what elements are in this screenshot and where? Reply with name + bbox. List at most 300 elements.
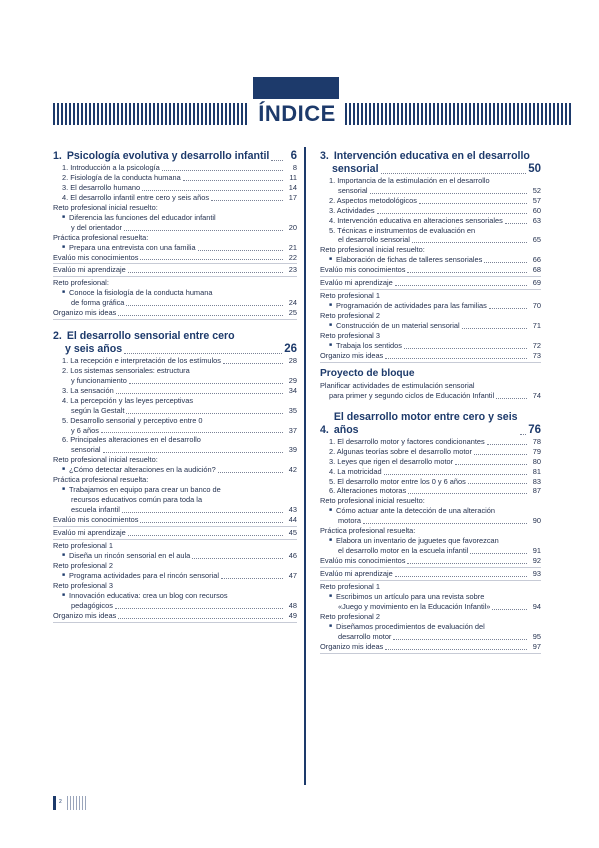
toc-activity-leader <box>385 649 527 650</box>
toc-entry-page: 28 <box>288 356 297 366</box>
toc-activity-text: Organizo mis ideas <box>53 308 117 318</box>
toc-bullet[interactable] <box>320 321 541 331</box>
unit-title: Intervención educativa en el desarrollo <box>333 150 530 162</box>
rule <box>320 289 541 290</box>
unit-title: El desarrollo motor entre cero y seis años <box>333 410 518 436</box>
toc-entry-line <box>53 416 297 426</box>
toc-bullet[interactable] <box>53 505 297 515</box>
toc-bullet-text: ■ Construcción de un material sensorial <box>329 321 460 331</box>
toc-entry-page: 52 <box>532 185 541 195</box>
unit-heading[interactable] <box>53 330 297 356</box>
toc-activity-text: Evalúo mi aprendizaje <box>320 569 393 579</box>
toc-bullet-page: 48 <box>288 600 297 610</box>
rule <box>53 319 297 320</box>
toc-bullet-page: 43 <box>288 505 297 515</box>
rule <box>53 263 297 264</box>
toc-entry-leader <box>408 493 527 494</box>
toc-bullet-line-text: ■ Trabajamos en equipo para crear un banco de <box>62 485 221 495</box>
rule <box>53 539 297 540</box>
toc-bullet-line-text: ■ Elabora un inventario de juguetes que favorezcan <box>329 536 499 546</box>
toc-bullet-leader <box>115 608 283 609</box>
toc-bullet[interactable] <box>53 571 297 581</box>
rule <box>320 580 541 581</box>
unit-heading-line <box>53 330 297 343</box>
toc-entry-leader <box>412 242 527 243</box>
toc-entry-line-text: 5. Desarrollo sensorial y perceptivo entre 0 <box>62 415 203 425</box>
toc-activity-leader <box>140 259 283 260</box>
toc-activity-page: 45 <box>288 527 297 537</box>
toc-bullet-text: y del orientador <box>71 222 122 232</box>
toc-activity-text: Evalúo mis conocimientos <box>53 252 139 262</box>
toc-entry-leader <box>183 180 283 181</box>
unit-title-line-leader <box>381 173 527 174</box>
header-tab-decoration <box>253 77 339 99</box>
toc-activity-page: 49 <box>288 610 297 620</box>
toc-entry-leader <box>142 190 283 191</box>
toc-entry-leader <box>103 452 283 453</box>
section-label: Reto profesional inicial resuelto: <box>53 455 158 465</box>
unit-number: 3. <box>320 150 329 162</box>
toc-bullet[interactable] <box>53 601 297 611</box>
toc-entry-leader <box>129 383 283 384</box>
rule <box>53 276 297 277</box>
toc-entry[interactable] <box>53 163 297 173</box>
section-label: Reto profesional 1 <box>320 581 380 591</box>
toc-entry-text: 2. Algunas teorías sobre el desarrollo motor <box>329 446 472 456</box>
rule <box>53 526 297 527</box>
toc-entry[interactable] <box>53 193 297 203</box>
section-label: Reto profesional 3 <box>53 580 113 590</box>
toc-entry-text: 3. Leyes que rigen el desarrollo motor <box>329 456 454 466</box>
toc-bullet-page: 94 <box>532 601 541 611</box>
toc-entry-text: sensorial <box>71 445 101 455</box>
toc-activity-leader <box>407 563 527 564</box>
toc-entry[interactable] <box>320 196 541 206</box>
toc-bullet-line-text: recursos educativos común para toda la <box>71 495 203 505</box>
toc-activity[interactable] <box>320 556 541 566</box>
toc-bullet-page: 70 <box>532 301 541 311</box>
toc-entry-text: sensorial <box>338 185 368 195</box>
toc-bullet-text: ■ ¿Cómo detectar alteraciones en la audición? <box>62 465 216 475</box>
toc-bullet[interactable] <box>320 516 541 526</box>
toc-entry[interactable] <box>320 391 541 401</box>
toc-entry-page: 8 <box>292 163 297 172</box>
toc-bullet-text: ■ Trabaja los sentidos <box>329 341 402 351</box>
toc-entry-leader <box>496 398 527 399</box>
toc-bullet-leader <box>221 578 283 579</box>
footer-stripes <box>67 796 87 810</box>
toc-entry-page: 81 <box>532 466 541 476</box>
toc-activity[interactable] <box>53 253 297 263</box>
toc-bullet-leader <box>192 558 283 559</box>
unit-number: 4. <box>320 423 329 436</box>
rule <box>320 362 541 363</box>
column-separator <box>304 147 306 785</box>
toc-activity-page: 68 <box>532 265 541 275</box>
toc-activity-page: 25 <box>288 308 297 318</box>
section-label: Reto profesional inicial resuelto: <box>53 202 158 212</box>
toc-entry-text: 3. La sensación <box>62 385 114 395</box>
unit-number: 1. <box>53 150 62 162</box>
toc-entry-leader <box>384 474 527 475</box>
index-header <box>53 77 573 129</box>
toc-entry-page: 78 <box>532 436 541 446</box>
toc-entry-leader <box>474 454 527 455</box>
unit-page: 6 <box>290 150 297 162</box>
toc-entry-line <box>320 381 541 391</box>
toc-bullet[interactable] <box>320 602 541 612</box>
toc-activity-page: 73 <box>532 351 541 361</box>
toc-entry[interactable] <box>53 406 297 416</box>
toc-activity-leader <box>395 285 527 286</box>
unit-title-line-leader <box>124 353 282 354</box>
header-stripes-left <box>53 103 247 125</box>
toc-entry-page: 57 <box>532 195 541 205</box>
toc-entry-text: 4. Intervención educativa en alteraciones sensoriales <box>329 215 503 225</box>
toc-bullet-page: 20 <box>288 222 297 232</box>
unit-heading[interactable] <box>320 411 541 437</box>
toc-activity-page: 92 <box>532 556 541 566</box>
toc-activity[interactable] <box>53 265 297 275</box>
toc-entry-leader <box>126 413 283 414</box>
toc-entry-line-text: 4. La percepción y las leyes perceptivas <box>62 395 194 405</box>
toc-activity-leader <box>407 272 527 273</box>
header-stripes-right <box>345 103 573 125</box>
toc-entry[interactable] <box>320 216 541 226</box>
unit-heading-line <box>320 150 541 163</box>
toc-bullet-text: de forma gráfica <box>71 298 125 308</box>
toc-activity-text: Evalúo mis conocimientos <box>53 515 139 525</box>
unit-title-line[interactable] <box>320 163 541 176</box>
section-label: Reto profesional inicial resuelto: <box>320 245 425 255</box>
toc-entry-text: y funcionamiento <box>71 375 127 385</box>
toc-entry[interactable] <box>53 386 297 396</box>
toc-entry-page: 29 <box>288 375 297 385</box>
block-project-heading: Proyecto de bloque <box>320 368 415 380</box>
toc-activity-leader <box>140 522 283 523</box>
toc-activity-page: 23 <box>288 265 297 275</box>
toc-entry-text: para primer y segundo ciclos de Educación Infantil <box>329 390 495 400</box>
toc-activity-text: Organizo mis ideas <box>320 351 384 361</box>
toc-bullet-text: ■ Elaboración de fichas de talleres sensoriales <box>329 255 482 265</box>
toc-entry-page: 79 <box>532 446 541 456</box>
toc-entry[interactable] <box>320 447 541 457</box>
toc-activity-text: Organizo mis ideas <box>53 610 117 620</box>
toc-entry-page: 34 <box>288 385 297 395</box>
toc-entry-text: 4. La motricidad <box>329 466 382 476</box>
toc-bullet-leader <box>198 250 283 251</box>
section-label: Reto profesional 1 <box>320 291 380 301</box>
toc-entry[interactable] <box>53 173 297 183</box>
toc-activity-page: 97 <box>532 641 541 651</box>
toc-bullet-line <box>53 213 297 223</box>
toc-entry-text: 6. Alteraciones motoras <box>329 486 407 496</box>
unit-heading-line <box>320 411 541 437</box>
unit-title-line[interactable] <box>53 343 297 356</box>
rule <box>320 276 541 277</box>
toc-entry-page: 17 <box>288 192 297 202</box>
unit-leader <box>271 160 283 161</box>
toc-bullet-leader <box>124 230 283 231</box>
toc-bullet-text: ■ Prepara una entrevista con una familia <box>62 243 196 253</box>
toc-entry[interactable] <box>320 486 541 496</box>
toc-column-left <box>53 150 297 624</box>
unit-title: Psicología evolutiva y desarrollo infantil <box>66 150 270 162</box>
toc-bullet[interactable] <box>320 341 541 351</box>
toc-activity-page: 93 <box>532 569 541 579</box>
toc-activity-leader <box>118 618 283 619</box>
toc-entry-leader <box>419 203 527 204</box>
section-label: Reto profesional 3 <box>320 331 380 341</box>
toc-bullet-line-text: ■ Diferencia las funciones del educador infantil <box>62 213 216 223</box>
toc-bullet-line <box>320 622 541 632</box>
toc-entry-page: 74 <box>532 390 541 400</box>
toc-entry-leader <box>223 363 283 364</box>
toc-activity-text: Evalúo mis conocimientos <box>320 265 406 275</box>
toc-bullet-line <box>320 592 541 602</box>
toc-entry[interactable] <box>320 467 541 477</box>
toc-bullet-line-text: ■ Escribimos un artículo para una revista sobre <box>329 592 484 602</box>
toc-entry-page: 35 <box>288 405 297 415</box>
toc-activity-leader <box>395 576 527 577</box>
toc-entry[interactable] <box>320 477 541 487</box>
section-label: Reto profesional: <box>53 278 109 288</box>
toc-bullet-page: 47 <box>288 570 297 580</box>
page-footer <box>53 796 93 810</box>
toc-activity[interactable] <box>320 265 541 275</box>
toc-entry-line-text: Planificar actividades de estimulación sensorial <box>320 381 475 391</box>
toc-bullet-leader <box>489 308 527 309</box>
toc-bullet[interactable] <box>320 255 541 265</box>
toc-bullet-text: escuela infantil <box>71 505 120 515</box>
toc-bullet-leader <box>492 609 527 610</box>
toc-entry-page: 80 <box>532 456 541 466</box>
toc-bullet-line-text: ■ Diseñamos procedimientos de evaluación del <box>329 622 485 632</box>
unit-number: 2. <box>53 330 62 343</box>
toc-entry-line-text: 5. Técnicas e instrumentos de evaluación en <box>329 225 476 235</box>
toc-bullet-leader <box>404 348 527 349</box>
unit-title-line-page: 26 <box>284 343 297 356</box>
section-label: Reto profesional 2 <box>53 560 113 570</box>
toc-activity-leader <box>385 358 527 359</box>
toc-bullet-text: el desarrollo motor en la escuela infantil <box>338 546 469 556</box>
toc-activity[interactable] <box>320 569 541 579</box>
footer-bar <box>53 796 56 810</box>
toc-bullet-page: 46 <box>288 550 297 560</box>
unit-page: 76 <box>528 423 541 436</box>
page-number: 2 <box>59 799 62 805</box>
section-label: Práctica profesional resuelta: <box>320 526 416 536</box>
toc-entry[interactable] <box>53 445 297 455</box>
toc-bullet-text: desarrollo motor <box>338 631 392 641</box>
section-label: Reto profesional inicial resuelto: <box>320 496 425 506</box>
toc-bullet-leader <box>393 639 527 640</box>
rule <box>53 622 297 623</box>
unit-title-line-page: 50 <box>528 163 541 175</box>
toc-entry-text: 1. La recepción e interpretación de los estímulos <box>62 356 221 366</box>
toc-entry[interactable] <box>320 186 541 196</box>
toc-bullet-page: 72 <box>532 341 541 351</box>
toc-entry-text: 1. El desarrollo motor y factores condicionantes <box>329 436 485 446</box>
toc-activity[interactable] <box>53 308 297 318</box>
toc-entry-page: 65 <box>532 235 541 245</box>
toc-bullet-page: 42 <box>288 465 297 475</box>
toc-bullet-line <box>320 536 541 546</box>
toc-entry-page: 63 <box>532 215 541 225</box>
toc-entry-leader <box>468 483 527 484</box>
toc-bullet-page: 21 <box>288 242 297 252</box>
toc-entry-page: 60 <box>532 205 541 215</box>
toc-entry-leader <box>487 444 527 445</box>
toc-entry[interactable] <box>53 426 297 436</box>
toc-bullet-line <box>53 495 297 505</box>
toc-entry[interactable] <box>320 235 541 245</box>
toc-bullet-page: 91 <box>532 546 541 556</box>
toc-entry-text: 5. El desarrollo motor entre los 0 y 6 años <box>329 476 466 486</box>
toc-entry-page: 11 <box>289 172 297 182</box>
unit-leader <box>520 434 526 435</box>
toc-bullet-page: 95 <box>532 631 541 641</box>
toc-activity-text: Evalúo mis conocimientos <box>320 556 406 566</box>
toc-entry-text: 4. El desarrollo infantil entre cero y seis años <box>62 192 210 202</box>
toc-activity-page: 22 <box>288 252 297 262</box>
toc-entry-text: 3. El desarrollo humano <box>62 182 141 192</box>
toc-bullet-text: ■ Programación de actividades para las familias <box>329 301 487 311</box>
toc-entry-leader <box>211 200 283 201</box>
toc-entry-text: y 6 años <box>71 425 99 435</box>
toc-bullet-leader <box>218 472 283 473</box>
toc-activity-leader <box>118 315 283 316</box>
toc-activity-text: Evalúo mi aprendizaje <box>53 265 126 275</box>
toc-bullet-leader <box>462 328 527 329</box>
rule <box>320 653 541 654</box>
section-label: Reto profesional 2 <box>320 311 380 321</box>
toc-bullet[interactable] <box>53 465 297 475</box>
toc-entry-line-text: 6. Principales alteraciones en el desarrollo <box>62 435 201 445</box>
toc-bullet[interactable] <box>53 243 297 253</box>
toc-activity[interactable] <box>320 278 541 288</box>
toc-entry-leader <box>101 432 283 433</box>
toc-bullet-line <box>53 485 297 495</box>
toc-activity[interactable] <box>53 611 297 621</box>
toc-entry-leader <box>505 223 527 224</box>
toc-bullet-line-text: ■ Conoce la fisiología de la conducta humana <box>62 288 212 298</box>
toc-activity-text: Organizo mis ideas <box>320 641 384 651</box>
toc-bullet[interactable] <box>320 546 541 556</box>
toc-bullet-leader <box>484 262 527 263</box>
unit-title-line-text: sensorial <box>332 163 379 175</box>
toc-entry-leader <box>455 464 527 465</box>
toc-activity-text: Evalúo mi aprendizaje <box>53 527 126 537</box>
toc-entry-leader <box>370 193 527 194</box>
toc-entry-text: 1. Introducción a la psicología <box>62 163 160 172</box>
toc-entry-text: 2. Fisiología de la conducta humana <box>62 172 181 182</box>
toc-activity[interactable] <box>53 528 297 538</box>
toc-entry[interactable] <box>320 457 541 467</box>
unit-heading-line <box>53 150 297 163</box>
toc-entry-page: 83 <box>532 476 541 486</box>
toc-activity-leader <box>128 272 283 273</box>
rule <box>320 567 541 568</box>
toc-bullet[interactable] <box>320 632 541 642</box>
section-label: Reto profesional 2 <box>320 611 380 621</box>
toc-bullet-leader <box>126 305 283 306</box>
toc-bullet-line-text: ■ Innovación educativa: crea un blog con recursos <box>62 591 228 601</box>
toc-bullet-text: motora <box>338 516 362 526</box>
toc-activity-page: 69 <box>532 278 541 288</box>
toc-entry-line-text: 1. Importancia de la estimulación en el desarrollo <box>329 176 490 185</box>
toc-bullet-line <box>53 288 297 298</box>
toc-bullet[interactable] <box>53 551 297 561</box>
toc-bullet[interactable] <box>320 301 541 311</box>
toc-entry-line <box>320 226 541 236</box>
toc-entry-leader <box>162 170 283 171</box>
toc-entry-line <box>53 366 297 376</box>
unit-title: El desarrollo sensorial entre cero <box>66 330 235 343</box>
toc-entry-text: 3. Actividades <box>329 205 375 215</box>
toc-activity-leader <box>128 535 283 536</box>
unit-heading[interactable] <box>53 150 297 163</box>
toc-entry[interactable] <box>53 376 297 386</box>
toc-entry-page: 14 <box>288 182 297 192</box>
toc-bullet-leader <box>470 553 527 554</box>
toc-entry-page: 37 <box>288 425 297 435</box>
toc-entry[interactable] <box>320 206 541 216</box>
toc-entry-page: 39 <box>288 445 297 455</box>
toc-entry-text: según la Gestalt <box>71 405 125 415</box>
toc-entry-leader <box>116 393 283 394</box>
toc-entry-leader <box>377 213 527 214</box>
toc-bullet-page: 90 <box>532 516 541 526</box>
toc-bullet-text: ■ Diseña un rincón sensorial en el aula <box>62 551 190 561</box>
toc-entry[interactable] <box>53 183 297 193</box>
unit-heading[interactable] <box>320 150 541 176</box>
toc-entry-line-text: 2. Los sistemas sensoriales: estructura <box>62 366 190 376</box>
section-label: Práctica profesional resuelta: <box>53 232 149 242</box>
section-label: Práctica profesional resuelta: <box>53 475 149 485</box>
toc-activity-text: Evalúo mi aprendizaje <box>320 278 393 288</box>
toc-entry-text: el desarrollo sensorial <box>338 235 410 245</box>
toc-bullet-leader <box>122 512 283 513</box>
toc-entry-text: 2. Aspectos metodológicos <box>329 195 417 205</box>
unit-title-line-text: y seis años <box>65 343 123 356</box>
toc-bullet-leader <box>363 523 527 524</box>
toc-entry-line <box>53 435 297 445</box>
toc-bullet-line <box>53 591 297 601</box>
section-label: Reto profesional 1 <box>53 540 113 550</box>
toc-entry-line <box>53 396 297 406</box>
toc-bullet-page: 24 <box>288 298 297 308</box>
toc-bullet-text: «Juego y movimiento en la Educación Infantil» <box>338 601 491 611</box>
toc-bullet[interactable] <box>53 223 297 233</box>
page-title: ÍNDICE <box>258 101 336 126</box>
toc-activity[interactable] <box>53 515 297 525</box>
toc-bullet-line <box>320 506 541 516</box>
toc-activity-page: 44 <box>288 515 297 525</box>
toc-entry[interactable] <box>53 356 297 366</box>
toc-activity[interactable] <box>320 351 541 361</box>
toc-entry-page: 87 <box>532 486 541 496</box>
toc-column-right <box>320 150 541 655</box>
toc-entry[interactable] <box>320 437 541 447</box>
toc-bullet[interactable] <box>53 298 297 308</box>
toc-bullet-text: pedagógicos <box>71 600 113 610</box>
toc-bullet-line-text: ■ Cómo actuar ante la detección de una alteración <box>329 506 495 516</box>
toc-entry-line <box>320 176 541 186</box>
toc-activity[interactable] <box>320 642 541 652</box>
toc-bullet-page: 66 <box>532 255 541 265</box>
toc-bullet-text: ■ Programa actividades para el rincón sensorial <box>62 571 219 581</box>
